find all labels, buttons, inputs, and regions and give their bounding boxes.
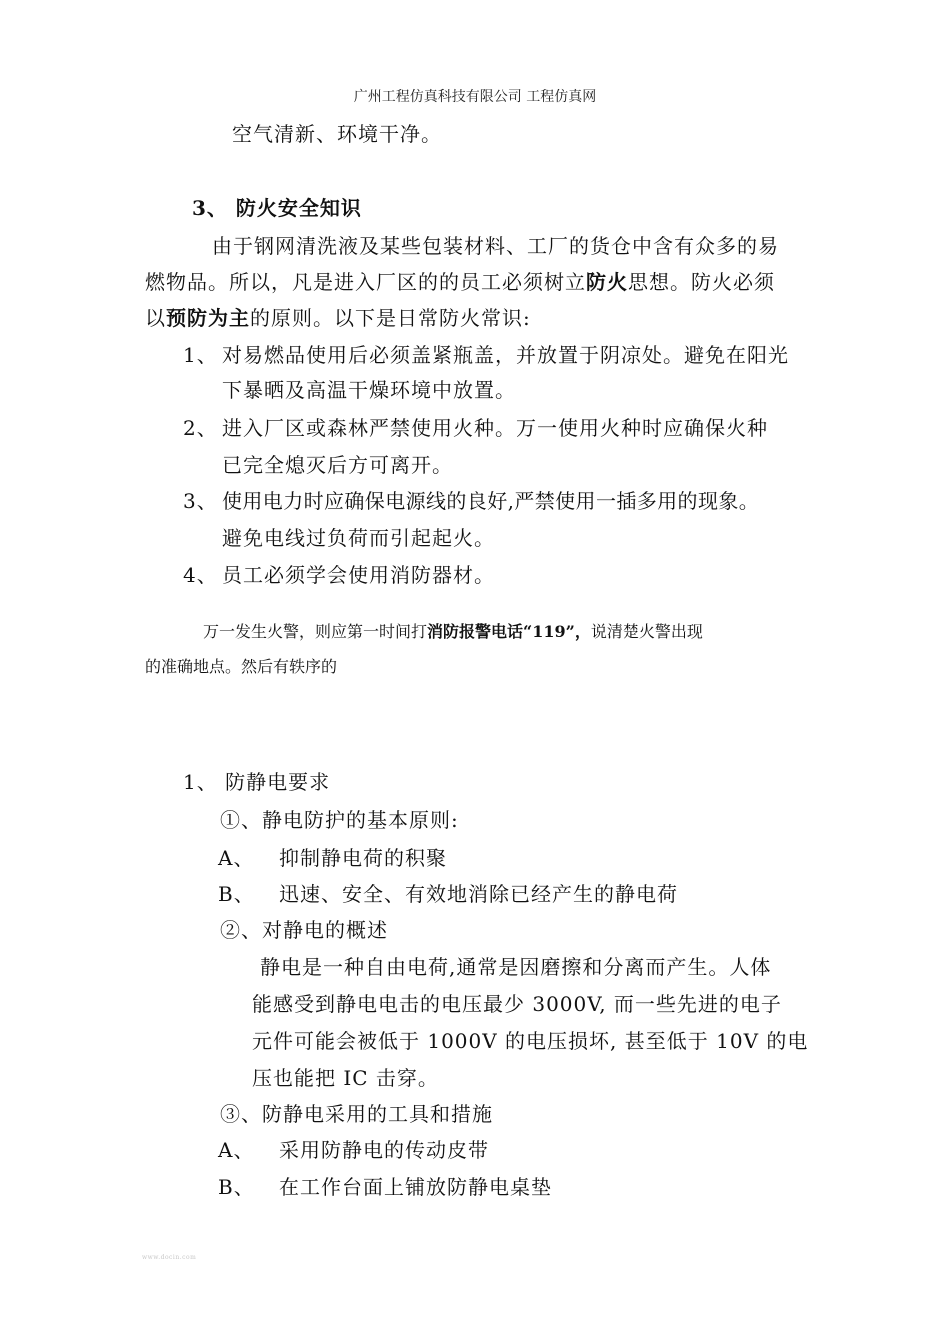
fire-alarm-phone: 消防报警电话“119”， — [427, 622, 591, 641]
fire-alarm-line-2 — [145, 657, 337, 677]
fire-para-bold: 预防为主 — [166, 306, 250, 330]
esd-desc-line-3: 元件可能会被低于 1000V 的电压损坏, 甚至低于 10V 的电 — [252, 1029, 809, 1053]
fire-para-text: 思想。防火必须 — [628, 270, 775, 294]
fire-alarm-line-1 — [203, 622, 703, 642]
section-heading-fire-safety: 3、 防火安全知识 — [192, 196, 362, 220]
esd-subheading-tools: ③、防静电采用的工具和措施 — [220, 1102, 493, 1126]
intro-line: 空气清新、环境干净。 — [232, 122, 442, 146]
esd-desc-line-4: 压也能把 IC 击穿。 — [252, 1066, 439, 1090]
esd-principle-b-mark: B、 — [218, 882, 255, 906]
fire-alarm-text: 的准确地点。 — [145, 657, 242, 676]
esd-principle-b-text: 迅速、安全、有效地消除已经产生的静电荷 — [279, 882, 678, 906]
fire-para-line-1: 由于钢网清洗液及某些包装材料、工厂的货仓中含有众多的易 — [212, 234, 779, 258]
fire-para-text: 的原则。以下是日常防火常识: — [250, 306, 531, 330]
esd-subheading-principles: ①、静电防护的基本原则: — [220, 808, 459, 832]
fire-item-3-line-1: 使用电力时应确保电源线的良好,严禁使用一插多用的现象。 — [222, 489, 760, 513]
fire-item-1-number: 1、 — [183, 343, 218, 367]
fire-para-text: 以 — [145, 306, 166, 330]
fire-item-3-line-2: 避免电线过负荷而引起起火。 — [222, 526, 495, 550]
esd-heading: 1、 防静电要求 — [183, 770, 331, 794]
fire-para-text: 燃物品。所以，凡是进入厂区的的员工必须树立 — [145, 270, 586, 294]
fire-item-2-line-1: 进入厂区或森林严禁使用火种。万一使用火种时应确保火种 — [222, 416, 768, 440]
esd-desc-line-2: 能感受到静电电击的电压最少 3000V, 而一些先进的电子 — [252, 992, 782, 1016]
esd-tool-b-mark: B、 — [218, 1175, 255, 1199]
esd-tool-b-text: 在工作台面上铺放防静电桌垫 — [279, 1175, 552, 1199]
fire-para-line-3 — [145, 306, 531, 330]
esd-tool-a-text: 采用防静电的传动皮带 — [279, 1138, 489, 1162]
fire-alarm-text: 说清楚火警出现 — [590, 622, 703, 641]
watermark-text: www.docin.com — [142, 1254, 197, 1261]
fire-item-1-line-1: 对易燃品使用后必须盖紧瓶盖，并放置于阴凉处。避免在阳光 — [222, 343, 789, 367]
fire-item-2-line-2: 已完全熄灭后方可离开。 — [222, 453, 453, 477]
fire-item-4-number: 4、 — [183, 563, 218, 587]
fire-alarm-text: 然后有轶序的 — [241, 657, 338, 676]
fire-item-3-number: 3、 — [183, 489, 218, 513]
fire-item-1-line-2: 下暴晒及高温干燥环境中放置。 — [222, 378, 516, 402]
esd-principle-a-text: 抑制静电荷的积聚 — [279, 846, 447, 870]
esd-desc-line-1: 静电是一种自由电荷,通常是因磨擦和分离而产生。人体 — [260, 955, 772, 979]
page-header: 广州工程仿真科技有限公司 工程仿真网 — [353, 89, 597, 105]
esd-subheading-overview: ②、对静电的概述 — [220, 918, 388, 942]
fire-para-bold: 防火 — [586, 270, 628, 294]
fire-item-2-number: 2、 — [183, 416, 218, 440]
fire-para-line-2 — [145, 270, 775, 294]
fire-alarm-text: 万一发生火警，则应第一时间打 — [203, 622, 428, 641]
fire-item-4-line-1: 员工必须学会使用消防器材。 — [222, 563, 495, 587]
esd-principle-a-mark: A、 — [218, 846, 255, 870]
esd-tool-a-mark: A、 — [218, 1138, 255, 1162]
